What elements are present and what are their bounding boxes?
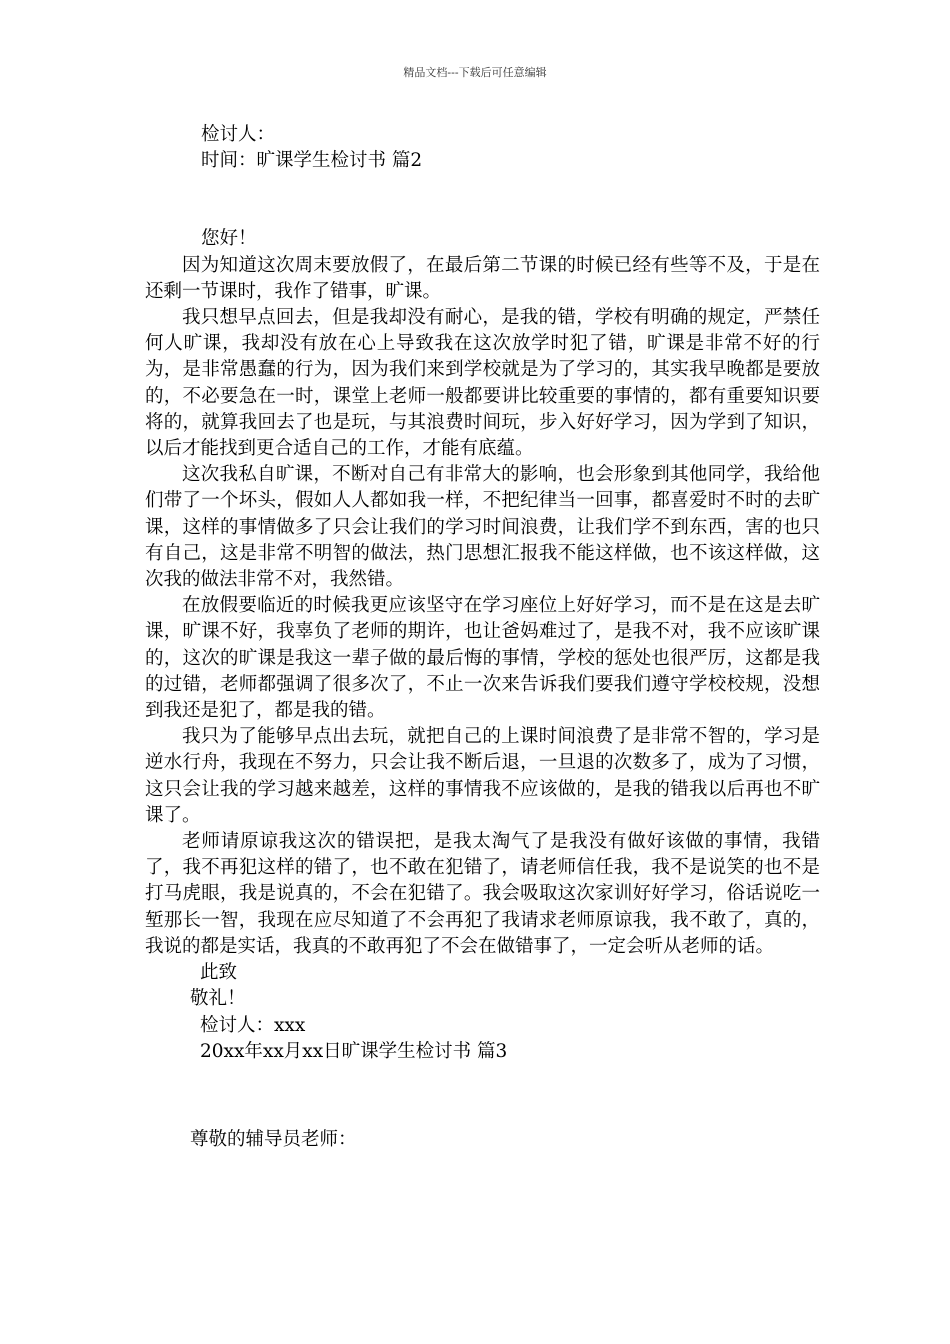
closing-regards: 敬礼！ <box>190 988 246 1010</box>
time-line: 时间：旷课学生检讨书 篇2 <box>201 150 423 172</box>
greeting-3: 尊敬的辅导员老师： <box>190 1128 357 1150</box>
paragraph: 老师请原谅我这次的错误把，是我太淘气了是我没有做好该做的事情，我错了，我不再犯这样的错了，也不敢在犯错了，请老师信任我，我不是说笑的也不是打马虎眼，我是说真的，不会在犯错了。我会吸取这次家训好好学习，俗话说吃一堑那长一智，我现在应尽知道了不会再犯了我请求老师原谅我，我不敢了，真的，我说的都是实话，我真的不敢再犯了不会在做错事了，一定会听从老师的话。 <box>145 831 820 957</box>
paragraph: 因为知道这次周末要放假了，在最后第二节课的时候已经有些等不及，于是在还剩一节课时，我作了错事，旷课。 <box>145 254 820 302</box>
reviewer-label: 检讨人： <box>201 124 276 145</box>
paragraph: 我只为了能够早点出去玩，就把自己的上课时间浪费了是非常不智的，学习是逆水行舟，我现在不努力，只会让我不断后退，一旦退的次数多了，成为了习惯，这只会让我的学习越来越差，这样的事情我不应该做的，是我的错我以后再也不旷课了。 <box>145 726 820 826</box>
page-header: 精品文档---下载后可任意编辑 <box>403 66 547 79</box>
signature: 检讨人：xxx <box>200 1014 306 1036</box>
closing-salutation: 此致 <box>200 962 238 984</box>
paragraph: 我只想早点回去，但是我却没有耐心，是我的错，学校有明确的规定，严禁任何人旷课，我却没有放在心上导致我在这次放学时犯了错，旷课是非常不好的行为，是非常愚蠢的行为，因为我们来到学校就是为了学习的，其实我早晚都是要放的，不必要急在一时，课堂上老师一般都要讲比较重要的事情的，都有重要知识要将的，就算我回去了也是玩，与其浪费时间玩，步入好好学习，因为学到了知识，以后才能找到更合适自己的工作，才能有底蕴。 <box>145 307 820 460</box>
spacer <box>145 174 820 226</box>
document-body <box>145 122 820 1153</box>
greeting: 您好！ <box>201 228 257 250</box>
paragraph: 这次我私自旷课，不断对自己有非常大的影响，也会形象到其他同学，我给他们带了一个坏头，假如人人都如我一样，不把纪律当一回事，都喜爱时不时的去旷课，这样的事情做多了只会让我们的学习时间浪费，让我们学不到东西，害的也只有自己，这是非常不明智的做法，热门思想汇报我不能这样做，也不该这样做，这次我的做法非常不对，我然错。 <box>145 464 820 591</box>
spacer <box>145 1065 820 1127</box>
date-line: 20xx年xx月xx日旷课学生检讨书 篇3 <box>200 1040 508 1062</box>
paragraph: 在放假要临近的时候我更应该坚守在学习座位上好好学习，而不是在这是去旷课，旷课不好，我辜负了老师的期许，也让爸妈难过了，是我不对，我不应该旷课的，这次的旷课是我这一辈子做的最后悔的事情，学校的惩处也很严厉，这都是我的过错，老师都强调了很多次了，不止一次来告诉我们要我们遵守学校校规，没想到我还是犯了，都是我的错。 <box>145 595 820 722</box>
